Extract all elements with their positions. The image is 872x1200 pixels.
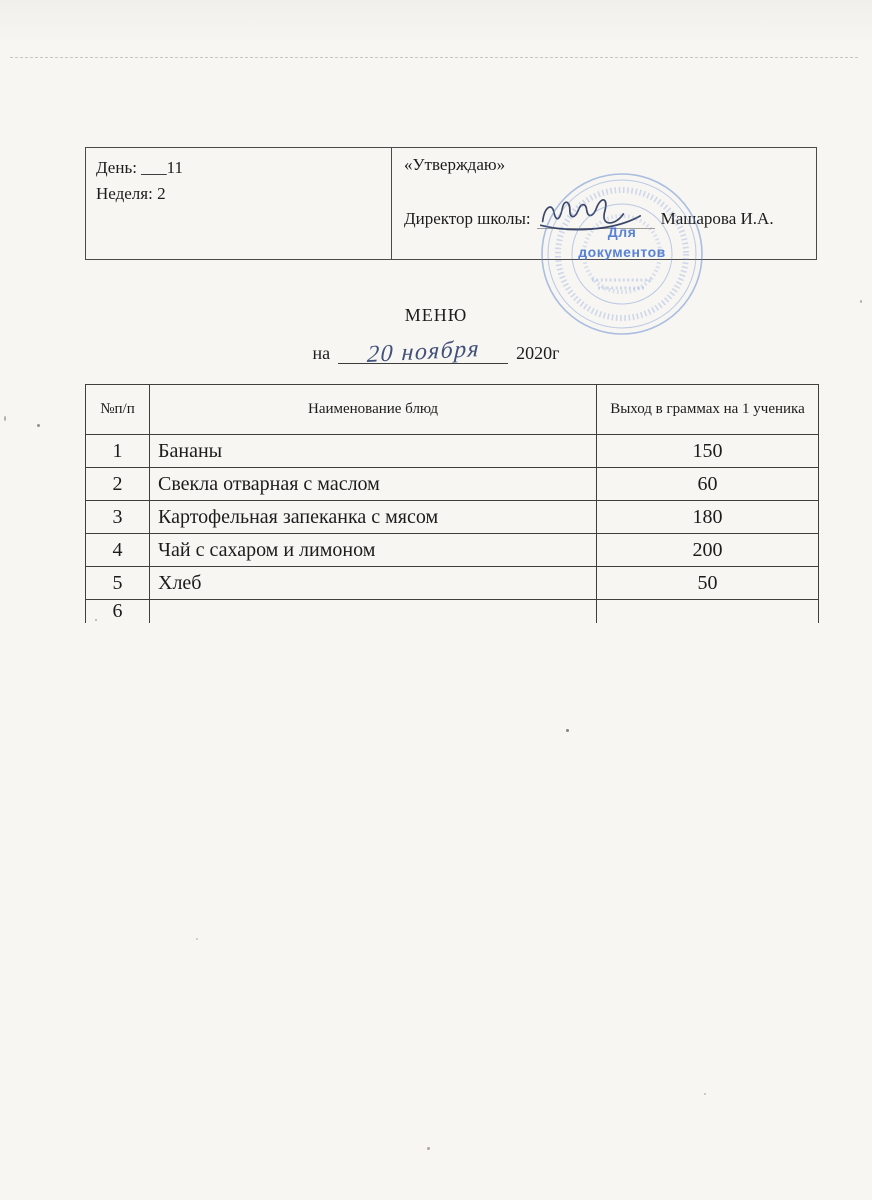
- signature-icon: [537, 192, 659, 236]
- scan-speck: [704, 1093, 706, 1095]
- date-blank-line: [338, 335, 508, 369]
- row-dish: Хлеб: [150, 567, 597, 600]
- approval-cell: [392, 148, 816, 259]
- scan-speck: [196, 938, 198, 940]
- row-grams: 200: [597, 534, 819, 567]
- row-num: 2: [86, 468, 150, 501]
- director-row: [404, 197, 804, 229]
- col-header-dish: Наименование блюд: [150, 385, 597, 435]
- row-grams: 150: [597, 435, 819, 468]
- row-dish: Свекла отварная с маслом: [150, 468, 597, 501]
- row-dish: [150, 600, 597, 624]
- scan-speck: [427, 1147, 430, 1150]
- stamp-line-2: документов: [578, 244, 666, 260]
- stamp-line-1: Для: [607, 224, 637, 240]
- director-name: Машарова И.А.: [660, 209, 774, 228]
- director-label: Директор школы:: [404, 209, 531, 228]
- week-line: Неделя: 2: [96, 183, 166, 203]
- scan-artifact-line: [10, 57, 858, 58]
- day-week-cell: [86, 148, 392, 259]
- handwritten-date: 20 ноября: [365, 335, 481, 369]
- approve-text: «Утверждаю»: [404, 155, 506, 174]
- menu-row-cutoff: [86, 600, 819, 624]
- menu-row: [86, 534, 819, 567]
- scan-speck: [860, 300, 862, 303]
- row-num: 3: [86, 501, 150, 534]
- menu-row: [86, 468, 819, 501]
- day-line: День: ___11: [96, 158, 184, 177]
- col-header-num: №п/п: [86, 385, 150, 435]
- menu-row: [86, 567, 819, 600]
- row-num: 4: [86, 534, 150, 567]
- menu-row: [86, 435, 819, 468]
- row-grams: 50: [597, 567, 819, 600]
- scan-speck: [566, 729, 569, 732]
- row-num: 5: [86, 567, 150, 600]
- row-num: 6: [86, 600, 150, 624]
- approval-table: [85, 147, 817, 260]
- date-prefix: на: [312, 343, 331, 363]
- menu-row: [86, 501, 819, 534]
- row-grams: [597, 600, 819, 624]
- row-grams: 60: [597, 468, 819, 501]
- director-signature: [537, 197, 655, 229]
- col-header-grams: Выход в граммах на 1 ученика: [597, 385, 819, 435]
- scan-speck: [4, 416, 6, 421]
- scan-speck: [37, 424, 40, 427]
- row-grams: 180: [597, 501, 819, 534]
- row-dish: Картофельная запеканка с мясом: [150, 501, 597, 534]
- date-suffix: 2020г: [516, 343, 560, 363]
- menu-table: [85, 384, 819, 623]
- row-num: 1: [86, 435, 150, 468]
- scan-speck: [95, 619, 97, 621]
- row-dish: Чай с сахаром и лимоном: [150, 534, 597, 567]
- date-line: [0, 335, 872, 369]
- document-title: МЕНЮ: [404, 305, 468, 325]
- row-dish: Бананы: [150, 435, 597, 468]
- menu-table-header-row: [86, 385, 819, 435]
